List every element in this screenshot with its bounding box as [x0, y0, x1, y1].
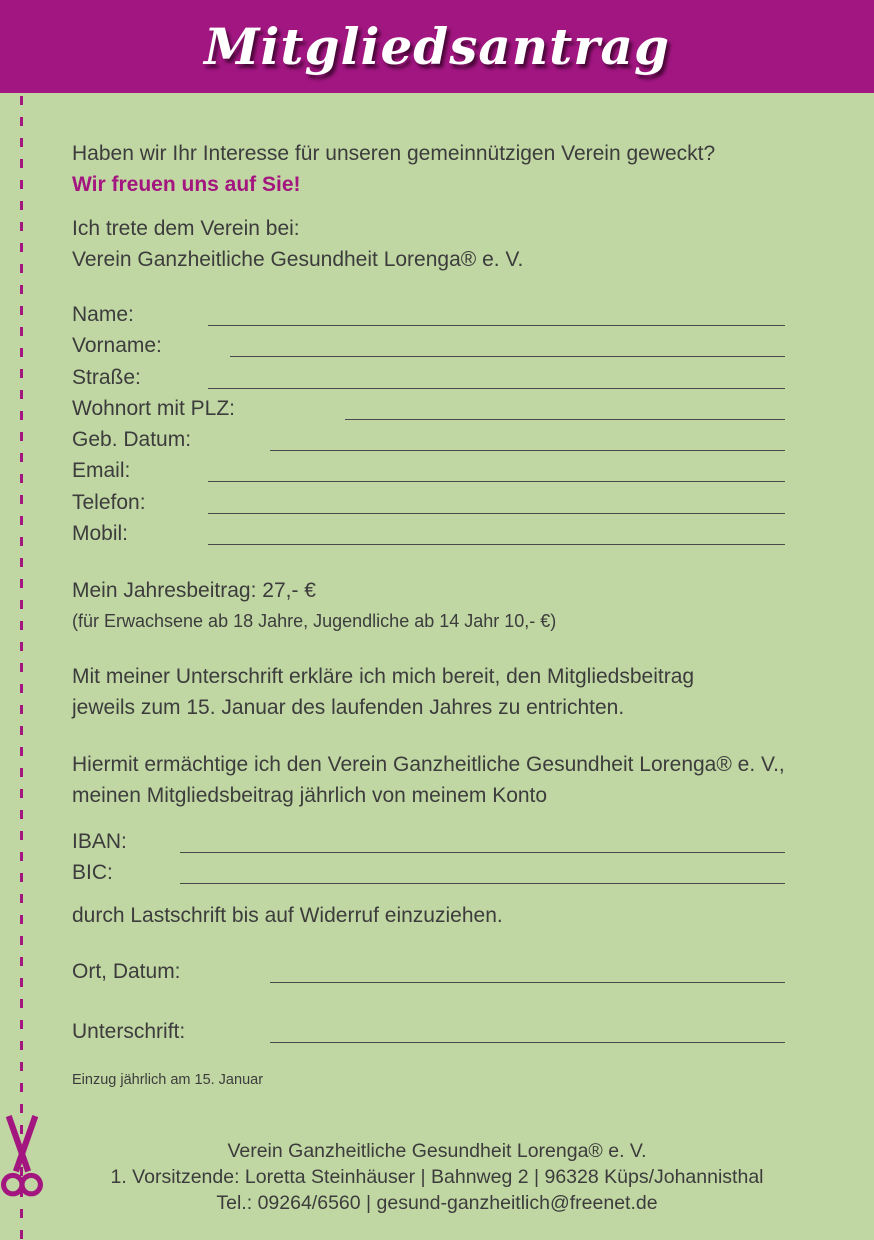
ort-datum-label: Ort, Datum:	[72, 960, 181, 984]
field-row-vorname	[72, 333, 785, 359]
field-row-strasse	[72, 365, 785, 391]
wohnort-input[interactable]	[345, 396, 785, 420]
footer	[0, 1138, 874, 1216]
mandate-line2: meinen Mitgliedsbeitrag jährlich von meinem Konto	[72, 784, 548, 808]
fee-amount: Mein Jahresbeitrag: 27,- €	[72, 579, 316, 603]
footer-org-name: Verein Ganzheitliche Gesundheit Lorenga® e. V.	[227, 1140, 647, 1162]
mandate-outro: durch Lastschrift bis auf Widerruf einzuziehen.	[72, 904, 503, 928]
page-header	[0, 0, 874, 93]
field-row-bic	[72, 860, 785, 886]
unterschrift-input[interactable]	[270, 1019, 785, 1043]
mandate-line1: Hiermit ermächtige ich den Verein Ganzheitliche Gesundheit Lorenga® e. V.,	[72, 753, 785, 777]
personal-fields	[72, 302, 824, 547]
join-block	[72, 213, 824, 275]
strasse-label: Straße:	[72, 365, 141, 389]
intro-question: Haben wir Ihr Interesse für unseren gemeinnützigen Verein geweckt?	[72, 142, 716, 165]
mandate-paragraph	[72, 749, 824, 811]
intro-welcome: Wir freuen uns auf Sie!	[72, 173, 301, 196]
form-content	[0, 93, 874, 1091]
vorname-label: Vorname:	[72, 334, 162, 358]
field-row-name	[72, 302, 785, 328]
page-title: Mitgliedsantrag	[204, 17, 670, 76]
declaration-line2: jeweils zum 15. Januar des laufenden Jahres zu entrichten.	[72, 696, 625, 720]
field-row-telefon	[72, 490, 785, 516]
field-row-wohnort	[72, 396, 785, 422]
debit-note: Einzug jährlich am 15. Januar	[72, 1072, 264, 1089]
footer-address: 1. Vorsitzende: Loretta Steinhäuser | Bahnweg 2 | 96328 Küps/Johannisthal	[110, 1166, 764, 1188]
declaration-paragraph	[72, 661, 824, 723]
name-input[interactable]	[208, 302, 785, 326]
footer-contact: Tel.: 09264/6560 | gesund-ganzheitlich@freenet.de	[216, 1192, 658, 1214]
email-input[interactable]	[208, 458, 785, 482]
wohnort-label: Wohnort mit PLZ:	[72, 396, 235, 420]
declaration-line1: Mit meiner Unterschrift erkläre ich mich bereit, den Mitgliedsbeitrag	[72, 665, 695, 689]
field-row-unterschrift	[72, 1019, 785, 1045]
mobil-input[interactable]	[208, 521, 785, 545]
fee-note: (für Erwachsene ab 18 Jahre, Jugendliche ab 14 Jahr 10,- €)	[72, 611, 557, 632]
name-label: Name:	[72, 303, 134, 326]
ort-datum-input[interactable]	[270, 959, 785, 983]
field-row-iban	[72, 829, 785, 855]
iban-input[interactable]	[180, 829, 785, 853]
field-row-email	[72, 458, 785, 484]
telefon-input[interactable]	[208, 490, 785, 514]
geb-datum-label: Geb. Datum:	[72, 428, 192, 452]
iban-label: IBAN:	[72, 830, 127, 854]
telefon-label: Telefon:	[72, 490, 146, 514]
strasse-input[interactable]	[208, 365, 785, 389]
bic-label: BIC:	[72, 861, 113, 885]
geb-datum-input[interactable]	[270, 427, 785, 451]
join-line1: Ich trete dem Verein bei:	[72, 217, 300, 240]
mobil-label: Mobil:	[72, 522, 129, 546]
intro-block	[72, 138, 824, 200]
join-line2: Verein Ganzheitliche Gesundheit Lorenga® e. V.	[72, 248, 524, 271]
field-row-geb-datum	[72, 427, 785, 453]
field-row-mobil	[72, 521, 785, 547]
email-label: Email:	[72, 459, 131, 483]
unterschrift-label: Unterschrift:	[72, 1020, 186, 1044]
field-row-ort-datum	[72, 959, 785, 985]
bic-input[interactable]	[180, 860, 785, 884]
vorname-input[interactable]	[230, 333, 785, 357]
bank-fields	[72, 829, 824, 886]
fee-block	[72, 575, 824, 637]
